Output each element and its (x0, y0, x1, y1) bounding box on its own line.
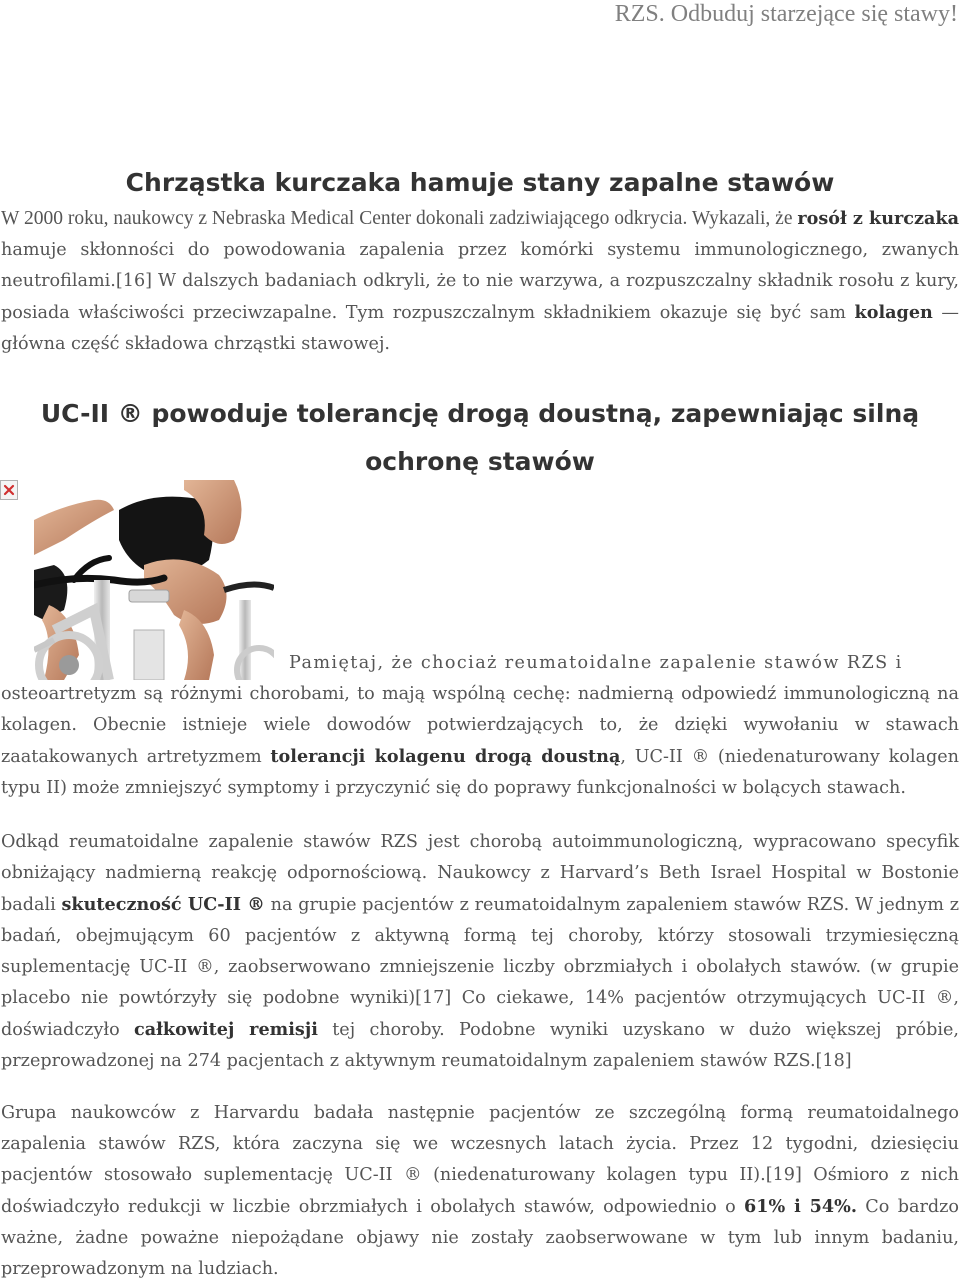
section-heading-uc2 (20, 390, 940, 486)
paragraph-text: — główna część składowa chrząstki stawowej. (1, 303, 960, 354)
paragraph-text: na grupie pacjentów z reumatoidalnym zapaleniem stawów RZS. W jednym z badań, obejmującym 60 pacjentów z aktywną formą tej choroby, którzy stosowali trzymiesięczną suplementację UC-II ®, zaobserwowano zmniejszenie liczby obrzmiałych i obolałych stawów. (w grupie placebo nie powtórzyły się podobne wyniki)[17] Co ciekawe, 14% pacjentów otrzymujących UC-II ®, doświadczyło (1, 895, 959, 1040)
paragraph-text: kolagen. Obecnie istnieje wiele dowodów potwierdzających to, że dzięki wywołaniu w stawach (1, 715, 959, 735)
paragraph-nebraska-study (1, 203, 959, 360)
section-heading-uc2-line1: UC-II ® powoduje tolerancję drogą doustną, zapewniając silną (40, 399, 920, 428)
broken-image-icon (0, 480, 18, 500)
paragraph-harvard-study (1, 827, 959, 1077)
paragraph-juvenile-ra-study (1, 1098, 959, 1285)
running-header-title: RZS. Odbuduj starzejące się stawy! (614, 1, 958, 27)
paragraph-ra-oa (1, 648, 959, 804)
paragraph-text: Co bardzo ważne, żadne poważne niepożądane objawy nie zostały zaobserwowane w tym lub innym badaniu, przeprowadzonym na ludziach. (1, 1197, 959, 1279)
section-heading-chicken-cartilage: Chrząstka kurczaka hamuje stany zapalne stawów (125, 168, 835, 197)
bold-complete-remission: całkowitej remisji (134, 1019, 318, 1040)
paragraph-text: Odkąd reumatoidalne zapalenie stawów RZS jest chorobą autoimmunologiczną, wypracowano specyfik obniżający nadmierną reakcję odpornościową. Naukowcy z Harvard’s Beth Israel Hospital w Bostonie badali (1, 832, 959, 915)
bold-oral-tolerance: tolerancji kolagenu drogą doustną (270, 746, 621, 767)
section-heading-uc2-line2: ochronę stawów (365, 447, 595, 476)
paragraph-text: Pamiętaj, że chociaż reumatoidalne zapalenie stawów RZS i (289, 653, 903, 673)
paragraph-text: osteoartretyzm są różnymi chorobami, to mają wspólną cechę: nadmierną odpowiedź immunologiczną na (1, 684, 959, 704)
bold-percentages: 61% i 54%. (744, 1196, 857, 1217)
paragraph-text: Grupa naukowców z Harvardu badała następnie pacjentów ze szczególną formą reumatoidalnego zapalenia stawów RZS, która zaczyna się we wczesnych latach życia. Przez 12 tygodni, dziesięciu pacjentów stosowało suplementację UC-II ® (niedenaturowany kolagen typu II).[19] Ośmioro z nich doświadczyło redukcji w liczbie obrzmiałych i obolałych stawów, odpowiednio o (1, 1103, 959, 1217)
paragraph-text: zaatakowanych artretyzmem (1, 747, 271, 767)
bold-uc2-efficacy: skuteczność UC-II ® (61, 894, 265, 915)
paragraph-text: tej choroby. Podobne wyniki uzyskano w dużo większej próbie, przeprowadzonej na 274 pacjentach z aktywnym reumatoidalnym zapaleniem stawów RZS.[18] (1, 1020, 959, 1071)
paragraph-text: , UC-II ® (niedenaturowany kolagen typu II) może zmniejszyć symptomy i przyczynić się do poprawy funkcjonalności w bolących stawach. (1, 747, 959, 798)
paragraph-text: hamuje skłonności do powodowania zapalenia przez komórki systemu immunologicznego, zwanych neutrofilami.[16] W dalszych badaniach odkryli, że to nie warzywa, a rozpuszczalny składnik rosołu z kury, posiada właściwości przeciwzapalne. Tym rozpuszczalnym składnikiem okazuje się być sam (1, 240, 959, 323)
bold-chicken-broth: rosół z kurczaka (797, 208, 959, 229)
paragraph-text: W 2000 roku, naukowcy z Nebraska Medical Center dokonali zadziwiającego odkrycia. Wykazali, że (1, 208, 798, 229)
bold-collagen: kolagen (854, 302, 933, 323)
